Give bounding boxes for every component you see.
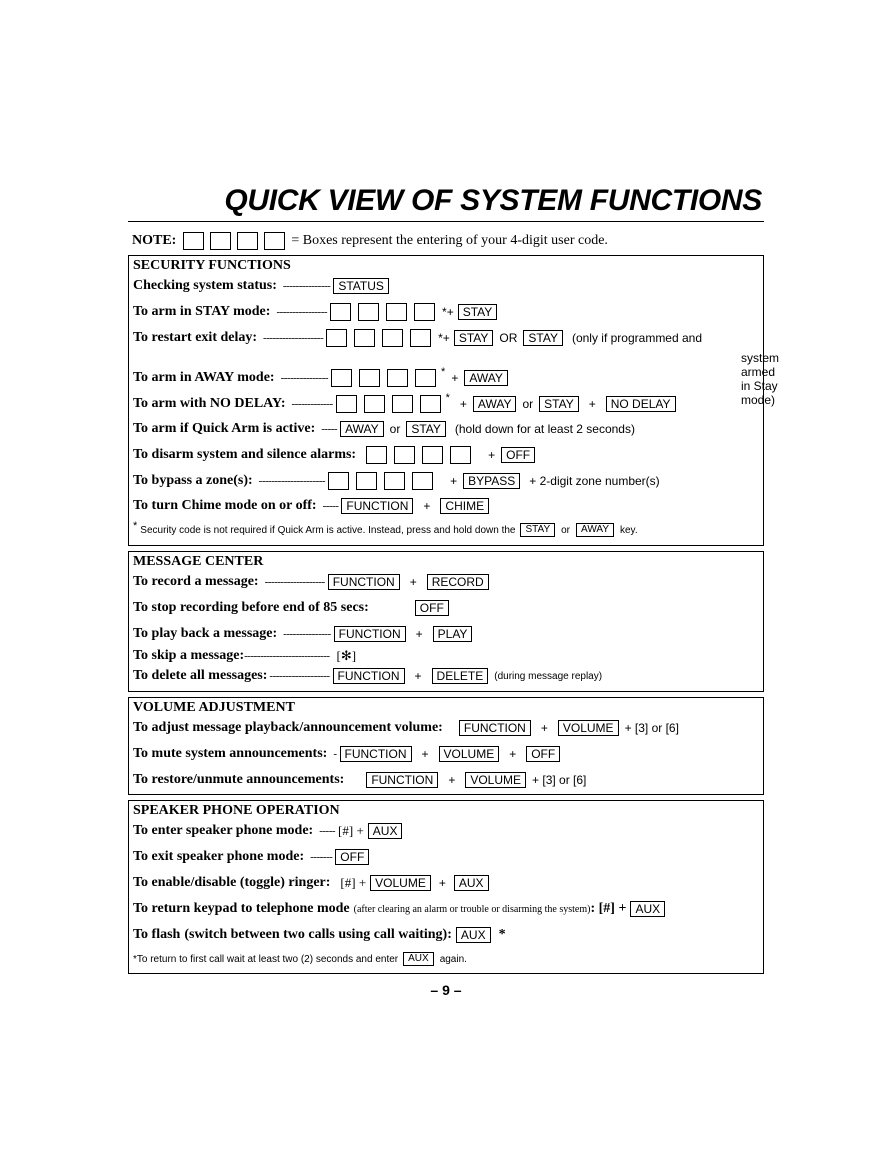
speaker-footnote	[133, 952, 759, 966]
section-heading: SPEAKER PHONE OPERATION	[133, 803, 340, 818]
stay-key: STAY	[520, 523, 555, 537]
aux-key: AUX	[403, 952, 434, 966]
footnote-end: again.	[439, 953, 467, 965]
section-heading: VOLUME ADJUSTMENT	[133, 700, 295, 715]
footnote-end: key.	[620, 524, 638, 536]
speaker-phone-section	[128, 800, 764, 974]
delete-key: DELETE	[432, 668, 489, 684]
mute-label: To mute system announcements:	[133, 746, 328, 761]
code-box	[359, 369, 380, 387]
delete-note: (during message replay)	[494, 670, 603, 682]
record-key: RECORD	[427, 574, 489, 590]
away-key: AWAY	[340, 421, 384, 437]
note-label: NOTE:	[132, 233, 177, 248]
off-key: OFF	[335, 849, 369, 865]
status-label: Checking system status:	[133, 278, 277, 293]
chime-row	[133, 498, 759, 514]
adjust-volume-row	[133, 720, 759, 736]
code-box	[364, 395, 385, 413]
plus: +	[540, 721, 548, 735]
security-functions-section	[128, 255, 780, 546]
or-text: or	[561, 524, 571, 536]
volume-options: + [3] or [6]	[532, 773, 587, 787]
code-box	[392, 395, 413, 413]
plus: +	[488, 448, 496, 462]
away-key: AWAY	[473, 396, 517, 412]
code-box	[264, 232, 285, 250]
code-box	[412, 472, 433, 490]
bypass-key: BYPASS	[463, 473, 520, 489]
plus: +	[459, 397, 467, 411]
bypass-row	[133, 472, 759, 490]
volume-key: VOLUME	[465, 772, 526, 788]
asterisk: *	[498, 927, 506, 942]
code-box	[326, 329, 347, 347]
volume-key: VOLUME	[439, 746, 500, 762]
code-box	[384, 472, 405, 490]
message-center-section	[128, 551, 764, 692]
leader-dashes: -------------------	[263, 332, 324, 344]
ringer-label: To enable/disable (toggle) ringer:	[133, 875, 331, 890]
pound-key: : [#] +	[590, 901, 627, 916]
aux-key: AUX	[454, 875, 489, 891]
leader-dashes: -----	[319, 825, 336, 837]
stay-key: STAY	[406, 421, 446, 437]
status-row	[133, 278, 759, 294]
off-key: OFF	[501, 447, 535, 463]
code-box	[330, 303, 351, 321]
no-delay-label: To arm with NO DELAY:	[133, 396, 286, 411]
arm-away-label: To arm in AWAY mode:	[133, 370, 275, 385]
enter-speaker-row	[133, 823, 759, 839]
stay-key: STAY	[539, 396, 579, 412]
leader-dashes: ---------------	[282, 280, 331, 292]
arm-stay-row	[133, 303, 759, 321]
play-row	[133, 626, 759, 642]
footnote-text: *To return to first call wait at least two (2) seconds and enter	[133, 953, 399, 965]
volume-options: + [3] or [6]	[624, 721, 679, 735]
disarm-row	[133, 446, 759, 464]
function-key: FUNCTION	[328, 574, 400, 590]
title-divider	[128, 221, 764, 222]
code-box	[366, 446, 387, 464]
restart-note-cont: system armed in Stay mode)	[741, 351, 780, 407]
leader-dashes: -----	[321, 423, 338, 435]
code-box	[328, 472, 349, 490]
ringer-row	[133, 875, 759, 891]
asterisk: *	[445, 392, 450, 404]
record-label: To record a message:	[133, 574, 259, 589]
enter-speaker-label: To enter speaker phone mode:	[133, 823, 314, 838]
plus: +	[448, 773, 456, 787]
no-delay-row	[133, 392, 759, 413]
function-key: FUNCTION	[341, 498, 413, 514]
code-box	[450, 446, 471, 464]
stay-key: STAY	[454, 330, 494, 346]
note-line	[132, 232, 608, 250]
plus: +	[423, 499, 431, 513]
arm-stay-label: To arm in STAY mode:	[133, 304, 271, 319]
page-number: – 9 –	[430, 982, 462, 998]
play-label: To play back a message:	[133, 626, 278, 641]
stay-key: STAY	[458, 304, 498, 320]
leader-dashes: ---------------	[283, 628, 331, 640]
arm-away-row	[133, 366, 759, 387]
off-key: OFF	[415, 600, 449, 616]
quick-arm-label: To arm if Quick Arm is active:	[133, 421, 316, 436]
code-box	[237, 232, 258, 250]
flash-note: (switch between two calls using call waiting)	[184, 927, 448, 942]
code-box	[356, 472, 377, 490]
leader-dashes: -----	[322, 500, 339, 512]
code-box	[336, 395, 357, 413]
exit-speaker-row	[133, 849, 759, 865]
quick-arm-row	[133, 421, 759, 437]
status-key: STATUS	[333, 278, 389, 294]
bypass-note: + 2-digit zone number(s)	[529, 474, 660, 488]
play-key: PLAY	[433, 626, 473, 642]
stop-recording-label: To stop recording before end of 85 secs:	[133, 600, 369, 615]
code-box	[210, 232, 231, 250]
plus: +	[451, 371, 459, 385]
or-text: OR	[499, 331, 518, 345]
exit-speaker-label: To exit speaker phone mode:	[133, 849, 305, 864]
skip-label: To skip a message:	[133, 648, 245, 663]
code-box	[183, 232, 204, 250]
flash-row	[133, 927, 759, 943]
code-box	[415, 369, 436, 387]
bypass-label: To bypass a zone(s):	[133, 473, 253, 488]
disarm-label: To disarm system and silence alarms:	[133, 447, 357, 462]
pound-key: [#] +	[338, 823, 364, 838]
function-key: FUNCTION	[366, 772, 438, 788]
leader-dashes: ---------------	[280, 372, 329, 384]
function-key: FUNCTION	[333, 668, 405, 684]
footnote-text: Security code is not required if Quick Arm is active. Instead, press and hold down the	[140, 524, 516, 536]
code-box	[331, 369, 352, 387]
plus: +	[421, 747, 429, 761]
delete-row	[133, 668, 759, 684]
code-box	[422, 446, 443, 464]
leader-dashes: -------	[310, 851, 333, 863]
plus: +	[415, 627, 423, 641]
no-delay-key: NO DELAY	[606, 396, 676, 412]
volume-key: VOLUME	[558, 720, 619, 736]
flash-colon: :	[447, 927, 452, 942]
stop-recording-row	[133, 600, 759, 616]
code-box	[420, 395, 441, 413]
function-key: FUNCTION	[340, 746, 412, 762]
page-title: QUICK VIEW OF SYSTEM FUNCTIONS	[224, 184, 762, 217]
leader-dashes: ---------------------	[258, 475, 326, 487]
restart-exit-label: To restart exit delay:	[133, 330, 258, 345]
code-box	[394, 446, 415, 464]
function-key: FUNCTION	[459, 720, 531, 736]
section-heading: SECURITY FUNCTIONS	[133, 258, 291, 273]
delete-label: To delete all messages:	[133, 668, 268, 683]
code-box	[382, 329, 403, 347]
function-key: FUNCTION	[334, 626, 406, 642]
record-row	[133, 574, 759, 590]
code-box	[414, 303, 435, 321]
note-text: = Boxes represent the entering of your 4-digit user code.	[291, 233, 608, 248]
leader-dashes: ----------------	[276, 306, 328, 318]
quick-arm-note: (hold down for at least 2 seconds)	[454, 422, 635, 436]
aux-key: AUX	[368, 823, 403, 839]
stay-key: STAY	[523, 330, 563, 346]
volume-key: VOLUME	[370, 875, 431, 891]
leader-dashes: ---------------------------	[244, 650, 330, 662]
away-key: AWAY	[464, 370, 508, 386]
mute-row	[133, 746, 759, 762]
security-footnote	[133, 520, 759, 537]
chime-label: To turn Chime mode on or off:	[133, 498, 317, 513]
leader-dashes: -------------	[291, 398, 333, 410]
restart-exit-row	[133, 329, 759, 347]
plus: +	[414, 669, 422, 683]
chime-key: CHIME	[440, 498, 489, 514]
code-box	[358, 303, 379, 321]
pound-key: [#] +	[340, 875, 367, 890]
off-key: OFF	[526, 746, 560, 762]
section-heading: MESSAGE CENTER	[133, 554, 264, 569]
restore-label: To restore/unmute announcements:	[133, 772, 345, 787]
asterisk: *	[133, 520, 138, 532]
flash-label: To flash	[133, 927, 181, 942]
or-text: or	[522, 397, 534, 411]
code-box	[410, 329, 431, 347]
plus: +	[450, 474, 458, 488]
plus: +	[438, 876, 446, 890]
skip-row	[133, 648, 759, 664]
asterisk: *	[441, 366, 446, 378]
aux-key: AUX	[456, 927, 491, 943]
code-box	[386, 303, 407, 321]
star-key: [✻]	[336, 648, 357, 663]
restart-note: (only if programmed and	[571, 331, 703, 345]
volume-adjustment-section	[128, 697, 764, 795]
star-plus: *+	[438, 331, 450, 345]
plus: +	[509, 747, 517, 761]
plus: +	[588, 397, 596, 411]
restore-row	[133, 772, 759, 788]
leader-dashes: -	[333, 748, 337, 760]
code-box	[387, 369, 408, 387]
aux-key: AUX	[630, 901, 665, 917]
return-telephone-note: (after clearing an alarm or trouble or disarming the system)	[353, 903, 591, 915]
or-text: or	[389, 422, 401, 436]
return-telephone-row	[133, 901, 759, 917]
leader-dashes: -------------------	[269, 670, 330, 682]
code-box	[354, 329, 375, 347]
star-plus: *+	[442, 305, 454, 319]
leader-dashes: -------------------	[264, 576, 325, 588]
adjust-volume-label: To adjust message playback/announcement volume:	[133, 720, 443, 735]
plus: +	[409, 575, 417, 589]
away-key: AWAY	[576, 523, 614, 537]
return-telephone-label: To return keypad to telephone mode	[133, 901, 350, 916]
